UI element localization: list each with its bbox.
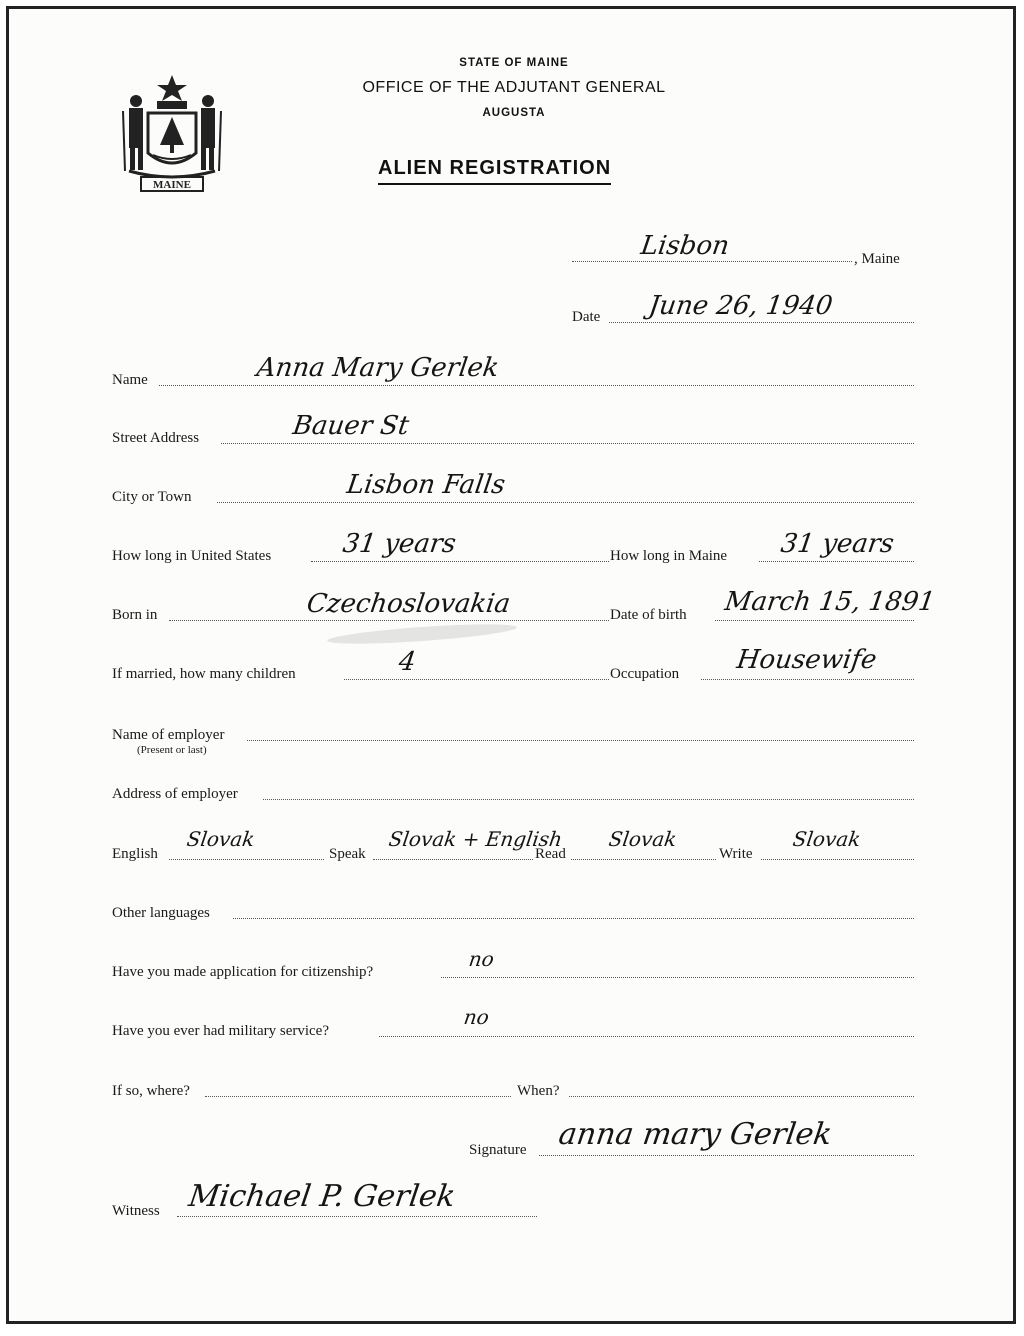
- header-state: STATE OF MAINE: [459, 57, 569, 69]
- maine-duration-label: How long in Maine: [610, 548, 728, 564]
- us-duration-value: 31 years: [340, 529, 458, 559]
- employer-label: Name of employer: [112, 727, 225, 743]
- occupation-value: Housewife: [734, 645, 879, 675]
- date-value: June 26, 1940: [646, 291, 835, 321]
- witness-value: Michael P. Gerlek: [186, 1179, 458, 1214]
- military-label: Have you ever had military service?: [112, 1023, 329, 1039]
- us-duration-label: How long in United States: [112, 548, 272, 564]
- born-in-value: Czechoslovakia: [304, 589, 513, 619]
- maine-duration-value: 31 years: [778, 529, 896, 559]
- street-value: Bauer St: [290, 411, 411, 441]
- write-value: Slovak: [791, 827, 863, 851]
- where-label: If so, where?: [112, 1083, 190, 1099]
- signature-value: anna mary Gerlek: [556, 1117, 835, 1152]
- date-label: Date: [572, 309, 601, 325]
- speak-value: Slovak + English: [387, 827, 564, 851]
- header-office: OFFICE OF THE ADJUTANT GENERAL: [362, 79, 666, 96]
- name-label: Name: [112, 372, 148, 388]
- date-of-birth-label: Date of birth: [610, 607, 687, 623]
- place-value: Lisbon: [638, 231, 732, 261]
- other-languages-label: Other languages: [112, 905, 210, 921]
- form-title: ALIEN REGISTRATION: [378, 157, 611, 185]
- signature-label: Signature: [469, 1142, 527, 1158]
- witness-label: Witness: [112, 1203, 160, 1219]
- street-label: Street Address: [112, 430, 200, 446]
- english-label: English: [112, 846, 158, 862]
- employer-sublabel: (Present or last): [137, 744, 207, 756]
- city-label: City or Town: [112, 489, 192, 505]
- occupation-label: Occupation: [610, 666, 680, 682]
- when-label: When?: [517, 1083, 560, 1099]
- children-value: 4: [396, 647, 418, 677]
- registration-form-page: [6, 6, 1016, 1324]
- date-of-birth-value: March 15, 1891: [722, 587, 938, 617]
- read-label: Read: [535, 846, 566, 862]
- header-city: AUGUSTA: [482, 107, 546, 119]
- born-in-label: Born in: [112, 607, 158, 623]
- citizenship-value: no: [467, 947, 496, 971]
- employer-address-label: Address of employer: [112, 786, 238, 802]
- citizenship-label: Have you made application for citizenship?: [112, 964, 374, 980]
- military-value: no: [462, 1005, 491, 1029]
- speak-label: Speak: [329, 846, 366, 862]
- seal-banner-text: MAINE: [153, 179, 191, 191]
- english-value: Slovak: [185, 827, 257, 851]
- children-label: If married, how many children: [112, 666, 296, 682]
- city-value: Lisbon Falls: [344, 470, 508, 500]
- write-label: Write: [719, 846, 753, 862]
- maine-label: , Maine: [854, 251, 900, 267]
- name-value: Anna Mary Gerlek: [254, 353, 501, 383]
- read-value: Slovak: [607, 827, 679, 851]
